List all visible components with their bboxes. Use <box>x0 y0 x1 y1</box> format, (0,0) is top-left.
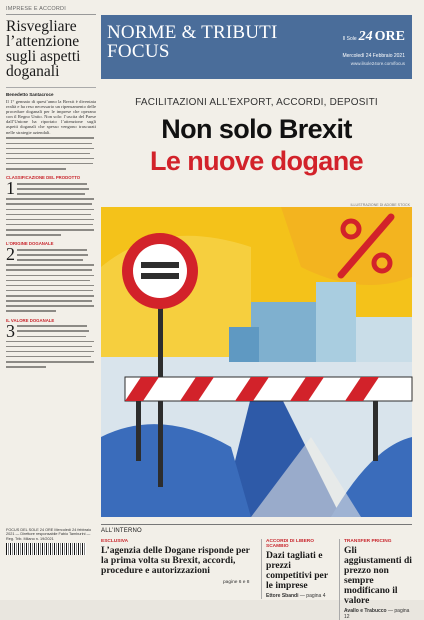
inside-section <box>101 524 412 620</box>
page-reference: pagina 12 <box>344 608 410 620</box>
left-column <box>6 6 96 592</box>
teaser-kicker: ESCLUSIVA <box>101 539 129 544</box>
inside-label: ALL’INTERNO <box>101 528 142 534</box>
teaser-title: Gli aggiustamenti di prezzo non sempre modificano il valore <box>344 545 412 606</box>
divider <box>6 87 96 88</box>
logo-number: 24 <box>358 29 373 44</box>
byline: Benedetto Santacroce <box>6 92 54 97</box>
no-entry-sign-icon <box>122 233 198 309</box>
logo-il: Il Sole <box>342 36 357 42</box>
barcode <box>6 543 86 555</box>
teaser-kicker: TRANSFER PRICING <box>344 539 392 544</box>
masthead <box>101 15 412 79</box>
section-head-origin: L’ORIGINE DOGANALE <box>6 241 54 247</box>
teaser-exclusive[interactable] <box>101 539 253 576</box>
section-head-value: IL VALORE DOGANALE <box>6 317 55 323</box>
teaser-title: Dazi tagliati e prezzi competitivi per le imprese <box>266 550 328 591</box>
cover-illustration <box>101 207 412 517</box>
building <box>316 282 356 362</box>
body-lines <box>6 263 96 314</box>
imprint-text: FOCUS DEL SOLE 24 ORE Mercoledì 24 febbraio 2021 — Direttore responsabile Fabio Tamburini — Reg. Trib. Milano n. 19/2021 <box>6 528 92 541</box>
masthead-title: NORME & TRIBUTI <box>107 22 278 43</box>
paragraph-number: 1 <box>6 178 15 199</box>
issue-date: Mercoledì 24 Febbraio 2021 <box>342 53 405 59</box>
left-headline: Risvegliare l’attenzione sugli aspetti doganali <box>6 18 81 80</box>
section-head-classification: CLASSIFICAZIONE DEL PRODOTTO <box>6 175 81 181</box>
main-title: Non solo Brexit <box>161 114 352 144</box>
body-lines <box>6 197 96 238</box>
illustration-credit: ILLUSTRAZIONE DI ADOBE STOCK <box>350 203 410 207</box>
masthead-subtitle: FOCUS <box>107 41 170 62</box>
main-kicker: FACILITAZIONI ALL’EXPORT, ACCORDI, DEPOSITI <box>135 97 378 108</box>
paragraph-number: 2 <box>6 244 15 265</box>
teaser-author: Ettore Sbandi <box>266 593 299 599</box>
teaser-trade-agreements[interactable]: ACCORDI DI LIBERO SCAMBIO Dazi tagliati e prezzi competitivi per le imprese Ettore Sbandi — pagina 4 <box>261 539 333 599</box>
teaser-title: L’agenzia delle Dogane risponde per la prima volta su Brexit, accordi, procedure e autorizzazioni <box>101 545 250 576</box>
left-kicker: IMPRESE E ACCORDI <box>6 6 96 15</box>
building <box>229 327 259 362</box>
logo-ore: ORE <box>374 29 405 44</box>
imprint-box <box>6 528 94 572</box>
page-reference: pagine 6 e 8 <box>223 580 250 585</box>
body-lines <box>6 339 96 370</box>
website-link[interactable]: www.ilsole24ore.com/focus <box>350 61 405 66</box>
logo <box>343 29 405 45</box>
paragraph-number: 3 <box>6 320 15 341</box>
main-subtitle: Le nuove dogane <box>149 146 364 176</box>
teaser-transfer-pricing[interactable]: TRANSFER PRICING Gli aggiustamenti di prezzo non sempre modificano il valore Avallo e Trabucco — pagina 12 <box>339 539 412 620</box>
teaser-kicker: ACCORDI DI LIBERO SCAMBIO <box>266 539 314 549</box>
body-lines <box>6 136 96 172</box>
page-reference: pagina 4 <box>306 593 326 599</box>
building <box>251 302 321 362</box>
intro-text: Il 1° gennaio di quest’anno la Brexit è diventata realtà e ha reso necessario un ripensamento delle procedure doganali per le imprese che operano con il Regno Unito. Non solo: l’uscita del Paese dall’Unione ha riportato l’attenzione sugli aspetti doganali che spesso vengono trascurati nelle strategie aziendali. <box>6 99 96 135</box>
teaser-author: Avallo e Trabucco <box>344 608 387 614</box>
